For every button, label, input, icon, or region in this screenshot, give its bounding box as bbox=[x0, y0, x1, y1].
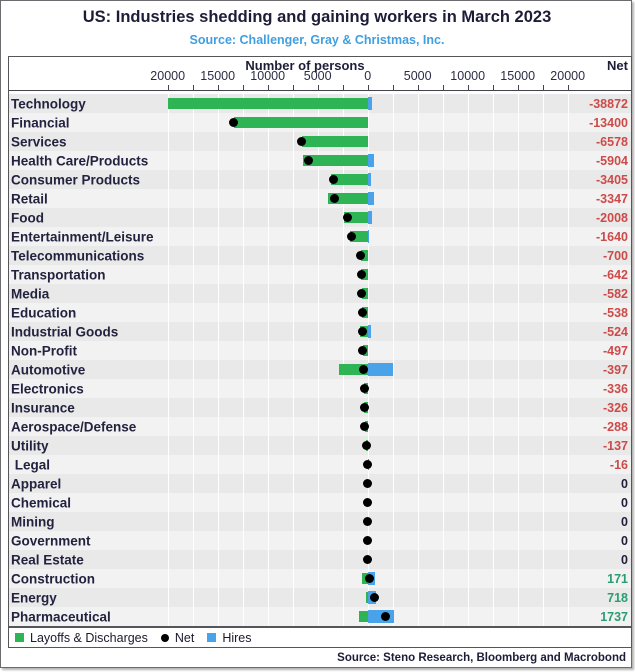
chart-row bbox=[9, 588, 631, 607]
industry-label: Media bbox=[11, 286, 50, 301]
layoffs-bar bbox=[234, 117, 368, 128]
industry-label: Electronics bbox=[11, 381, 84, 396]
axis-tick-mark bbox=[393, 85, 394, 90]
chart-row bbox=[9, 436, 631, 455]
chart-row bbox=[9, 322, 631, 341]
chart-row bbox=[9, 189, 631, 208]
net-value: 0 bbox=[621, 552, 628, 567]
industry-label: Construction bbox=[11, 571, 95, 586]
legend-label: Layoffs & Discharges bbox=[30, 630, 148, 645]
industry-label: Non-Profit bbox=[11, 343, 77, 358]
axis-tick-mark bbox=[168, 85, 169, 90]
chart-row bbox=[9, 132, 631, 151]
industry-label: Entertainment/Leisure bbox=[11, 229, 154, 244]
net-dot bbox=[347, 232, 356, 241]
axis-tick-mark bbox=[343, 85, 344, 90]
net-dot bbox=[360, 422, 369, 431]
industry-label: Utility bbox=[11, 438, 49, 453]
legend-dot-marker bbox=[161, 634, 169, 642]
net-value: 718 bbox=[607, 590, 628, 605]
x-axis-title: Number of persons bbox=[245, 58, 365, 73]
net-value: -16 bbox=[609, 457, 628, 472]
chart-row bbox=[9, 455, 631, 474]
hires-bar bbox=[368, 230, 370, 243]
industry-label: Government bbox=[11, 533, 91, 548]
hires-bar bbox=[368, 363, 393, 376]
industry-label: Transportation bbox=[11, 267, 106, 282]
chart-row bbox=[9, 246, 631, 265]
net-dot bbox=[363, 498, 372, 507]
net-dot bbox=[363, 517, 372, 526]
net-value: -700 bbox=[602, 248, 628, 263]
net-dot bbox=[381, 612, 390, 621]
net-value: -137 bbox=[602, 438, 628, 453]
axis-tick-mark bbox=[243, 85, 244, 90]
net-dot bbox=[362, 441, 371, 450]
chart-row bbox=[9, 417, 631, 436]
industry-label: Health Care/Products bbox=[11, 153, 149, 168]
net-value: -6578 bbox=[596, 134, 628, 149]
industry-label: Chemical bbox=[11, 495, 72, 510]
source-footer: Source: Steno Research, Bloomberg and Macrobond bbox=[337, 652, 626, 664]
axis-tick-mark bbox=[543, 85, 544, 90]
axis-tick-mark bbox=[568, 85, 569, 90]
axis-tick-label: 20000 bbox=[550, 69, 586, 83]
hires-bar bbox=[368, 154, 374, 167]
net-dot bbox=[358, 308, 367, 317]
chart-subtitle: Source: Challenger, Gray & Christmas, Inc. bbox=[189, 33, 445, 47]
chart-row bbox=[9, 94, 631, 113]
chart-row bbox=[9, 493, 631, 512]
net-value: -497 bbox=[602, 343, 628, 358]
net-dot bbox=[365, 574, 374, 583]
net-value: -38872 bbox=[589, 96, 628, 111]
axis-tick-label: 5000 bbox=[403, 69, 432, 83]
chart-row bbox=[9, 607, 631, 626]
chart-row bbox=[9, 531, 631, 550]
axis-tick-label: 20000 bbox=[150, 69, 186, 83]
chart-row bbox=[9, 284, 631, 303]
industry-label: Education bbox=[11, 305, 77, 320]
chart-row bbox=[9, 569, 631, 588]
hires-bar bbox=[368, 192, 375, 205]
chart-row bbox=[9, 379, 631, 398]
net-value: 0 bbox=[621, 495, 628, 510]
net-value: -2008 bbox=[596, 210, 628, 225]
net-dot bbox=[357, 270, 366, 279]
net-value: 0 bbox=[621, 476, 628, 491]
axis-tick-mark bbox=[318, 85, 319, 90]
chart-row bbox=[9, 512, 631, 531]
axis-tick-mark bbox=[268, 85, 269, 90]
legend-item bbox=[161, 631, 194, 645]
hires-bar bbox=[368, 211, 372, 224]
axis-tick-mark bbox=[468, 85, 469, 90]
chart-row bbox=[9, 474, 631, 493]
chart-row bbox=[9, 265, 631, 284]
axis-tick-mark bbox=[518, 85, 519, 90]
net-dot bbox=[358, 327, 367, 336]
chart-row bbox=[9, 208, 631, 227]
hires-bar bbox=[368, 325, 371, 338]
legend-label: Hires bbox=[222, 630, 252, 645]
axis-tick-label: 15000 bbox=[200, 69, 236, 83]
chart-row bbox=[9, 341, 631, 360]
industry-label: Apparel bbox=[11, 476, 62, 491]
legend bbox=[8, 627, 632, 648]
net-dot bbox=[363, 460, 372, 469]
industry-label: Consumer Products bbox=[11, 172, 141, 187]
industry-label: Insurance bbox=[11, 400, 75, 415]
net-dot bbox=[360, 384, 369, 393]
industry-label: Mining bbox=[11, 514, 55, 529]
net-value: -326 bbox=[602, 400, 628, 415]
axis-tick-mark bbox=[418, 85, 419, 90]
chart-row bbox=[9, 398, 631, 417]
layoffs-bar bbox=[302, 136, 368, 147]
net-value: 171 bbox=[607, 571, 628, 586]
chart-row bbox=[9, 113, 631, 132]
net-value: -3347 bbox=[596, 191, 628, 206]
chart-row bbox=[9, 151, 631, 170]
axis-tick-mark bbox=[193, 85, 194, 90]
net-value: -13400 bbox=[589, 115, 628, 130]
industry-label: Aerospace/Defense bbox=[11, 419, 137, 434]
plot-rows bbox=[9, 91, 631, 626]
axis-tick-label: 5000 bbox=[303, 69, 332, 83]
axis-tick-mark bbox=[443, 85, 444, 90]
net-value: -397 bbox=[602, 362, 628, 377]
legend-item bbox=[15, 631, 148, 645]
chart-row bbox=[9, 170, 631, 189]
industry-label: Energy bbox=[11, 590, 57, 605]
net-dot bbox=[360, 403, 369, 412]
axis-tick-label: 15000 bbox=[500, 69, 536, 83]
net-value: -524 bbox=[602, 324, 628, 339]
axis-tick-mark bbox=[368, 85, 369, 90]
net-value: -5904 bbox=[596, 153, 628, 168]
legend-square-marker bbox=[207, 633, 216, 642]
chart-area bbox=[8, 56, 632, 627]
net-dot bbox=[363, 536, 372, 545]
net-value: -1640 bbox=[596, 229, 628, 244]
net-dot bbox=[370, 593, 379, 602]
net-dot bbox=[363, 555, 372, 564]
net-value: -582 bbox=[602, 286, 628, 301]
layoffs-bar bbox=[359, 611, 368, 622]
axis-tick-label: 10000 bbox=[250, 69, 286, 83]
net-value: 1737 bbox=[600, 609, 628, 624]
axis-tick-mark bbox=[293, 85, 294, 90]
industry-label: Retail bbox=[11, 191, 48, 206]
net-value: -3405 bbox=[596, 172, 628, 187]
chart-row bbox=[9, 360, 631, 379]
industry-label: Pharmaceutical bbox=[11, 609, 111, 624]
industry-label: Real Estate bbox=[11, 552, 84, 567]
net-dot bbox=[363, 479, 372, 488]
page-title: US: Industries shedding and gaining workers in March 2023 bbox=[82, 8, 552, 26]
industry-label: Financial bbox=[11, 115, 70, 130]
industry-label: Legal bbox=[11, 457, 51, 472]
net-column-header: Net bbox=[607, 58, 628, 73]
axis-header bbox=[9, 57, 631, 91]
net-dot bbox=[330, 194, 339, 203]
industry-label: Industrial Goods bbox=[11, 324, 119, 339]
axis-tick-label: 10000 bbox=[450, 69, 486, 83]
industry-label: Automotive bbox=[11, 362, 86, 377]
legend-item bbox=[207, 631, 251, 645]
industry-label: Telecommunications bbox=[11, 248, 145, 263]
net-value: 0 bbox=[621, 533, 628, 548]
net-value: -336 bbox=[602, 381, 628, 396]
chart-row bbox=[9, 227, 631, 246]
net-value: -642 bbox=[602, 267, 628, 282]
legend-square-marker bbox=[15, 633, 24, 642]
industry-label: Technology bbox=[11, 96, 86, 111]
axis-tick-label: 0 bbox=[364, 69, 372, 83]
chart-row bbox=[9, 550, 631, 569]
net-value: -538 bbox=[602, 305, 628, 320]
hires-bar bbox=[368, 97, 372, 110]
hires-bar bbox=[368, 173, 371, 186]
industry-label: Services bbox=[11, 134, 67, 149]
layoffs-bar bbox=[168, 98, 368, 109]
net-value: 0 bbox=[621, 514, 628, 529]
net-value: -288 bbox=[602, 419, 628, 434]
axis-tick-mark bbox=[218, 85, 219, 90]
chart-row bbox=[9, 303, 631, 322]
legend-label: Net bbox=[174, 630, 195, 645]
axis-tick-mark bbox=[493, 85, 494, 90]
industry-label: Food bbox=[11, 210, 44, 225]
